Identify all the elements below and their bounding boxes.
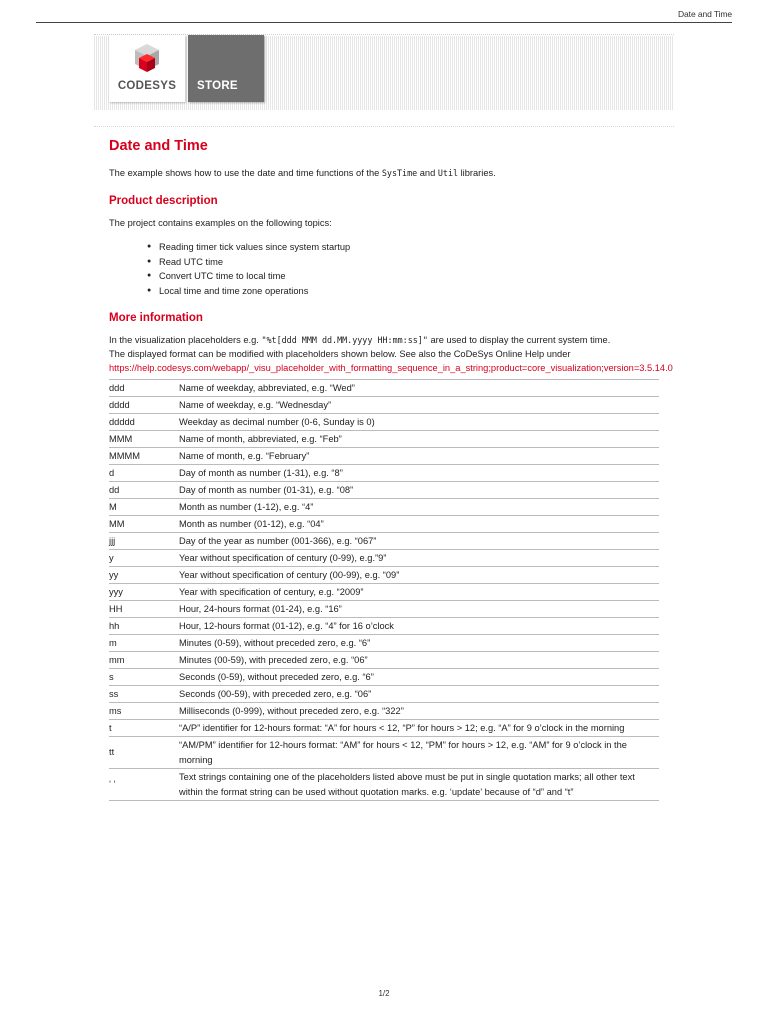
placeholder-description-cell: Year with specification of century, e.g. “2009” <box>179 584 659 601</box>
bullet-icon: ● <box>147 243 152 250</box>
table-row <box>109 516 659 533</box>
codesys-logo[interactable] <box>109 35 185 102</box>
project-paragraph: The project contains examples on the following topics: <box>109 218 332 228</box>
library-name-systime: SysTime <box>381 168 418 178</box>
table-row <box>109 567 659 584</box>
table-row <box>109 584 659 601</box>
placeholder-description-cell: Seconds (00-59), with preceded zero, e.g. “06” <box>179 686 659 703</box>
placeholder-code-cell: ddddd <box>109 414 179 431</box>
store-label: STORE <box>197 80 238 92</box>
placeholder-code-cell: HH <box>109 601 179 618</box>
placeholder-code-cell: d <box>109 465 179 482</box>
logo-text: CODESYS <box>117 80 177 92</box>
placeholder-code-cell: MMM <box>109 431 179 448</box>
placeholder-description-cell: Milliseconds (0-999), without preceded zero, e.g. “322” <box>179 703 659 720</box>
table-row <box>109 720 659 737</box>
table-row <box>109 482 659 499</box>
topic-list-item <box>147 269 749 284</box>
placeholder-code-cell: ms <box>109 703 179 720</box>
placeholder-description-cell: Name of weekday, abbreviated, e.g. “Wed” <box>179 380 659 397</box>
table-row <box>109 414 659 431</box>
placeholder-description-cell: “AM/PM” identifier for 12-hours format: “AM” for hours < 12, “PM” for hours > 12, e.g. “AM” for 9 o’clock in the morning <box>179 737 659 769</box>
placeholder-description-cell: Minutes (00-59), with preceded zero, e.g. “06” <box>179 652 659 669</box>
placeholder-code-cell: jjj <box>109 533 179 550</box>
table-row <box>109 652 659 669</box>
placeholder-code-cell: mm <box>109 652 179 669</box>
placeholder-description-cell: Name of month, e.g. “February” <box>179 448 659 465</box>
bullet-icon: ● <box>147 286 152 294</box>
topic-text: Reading timer tick values since system startup <box>159 242 351 252</box>
document-content <box>109 138 749 801</box>
store-button[interactable] <box>188 35 264 102</box>
table-row <box>109 769 659 801</box>
placeholder-code-cell: t <box>109 720 179 737</box>
placeholder-description-cell: Weekday as decimal number (0-6, Sunday is 0) <box>179 414 659 431</box>
placeholder-description-cell: Day of month as number (01-31), e.g. “08” <box>179 482 659 499</box>
page-title: Date and Time <box>109 138 208 154</box>
placeholder-code-cell: dddd <box>109 397 179 414</box>
table-row <box>109 533 659 550</box>
table-row <box>109 618 659 635</box>
placeholder-code-cell: MM <box>109 516 179 533</box>
content-divider <box>94 126 674 127</box>
library-name-util: Util <box>437 168 459 178</box>
topic-list-item <box>147 240 749 255</box>
table-row <box>109 601 659 618</box>
placeholder-code-cell: dd <box>109 482 179 499</box>
bullet-icon: ● <box>147 272 152 279</box>
intro-text-before: The example shows how to use the date and time functions of the <box>109 168 382 178</box>
placeholder-code-cell: y <box>109 550 179 567</box>
placeholder-description-cell: “A/P” identifier for 12-hours format: “A” for hours < 12, “P” for hours > 12; e.g. “A” for 9 o’clock in the morning <box>179 720 659 737</box>
bullet-icon: ● <box>147 257 152 265</box>
placeholder-description-cell: Hour, 24-hours format (01-24), e.g. “16” <box>179 601 659 618</box>
topics-list <box>109 240 749 298</box>
header-divider <box>36 22 732 23</box>
more-text-after: are used to display the current system time. <box>427 335 611 345</box>
topic-text: Read UTC time <box>159 256 224 267</box>
product-description-heading: Product description <box>109 195 218 207</box>
placeholder-code-cell: ddd <box>109 380 179 397</box>
placeholder-description-cell: Minutes (0-59), without preceded zero, e.g. “6” <box>179 635 659 652</box>
placeholder-description-cell: Month as number (1-12), e.g. “4” <box>179 499 659 516</box>
placeholder-description-cell: Day of month as number (1-31), e.g. “8” <box>179 465 659 482</box>
table-row <box>109 380 659 397</box>
help-link[interactable]: https://help.codesys.com/webapp/_visu_placeholder_with_formatting_sequence_in_a_string;product=core_visualization;version=3.5.14.0 <box>109 363 673 373</box>
codesys-cube-icon <box>132 42 162 76</box>
intro-text-after: libraries. <box>458 168 496 178</box>
placeholder-code-cell: s <box>109 669 179 686</box>
placeholder-description-cell: Seconds (0-59), without preceded zero, e.g. “6” <box>179 669 659 686</box>
placeholder-code-cell: M <box>109 499 179 516</box>
topic-list-item <box>147 284 749 299</box>
table-row <box>109 635 659 652</box>
placeholder-code-cell: ‘ ‘ <box>109 769 179 801</box>
placeholder-description-cell: Month as number (01-12), e.g. “04” <box>179 516 659 533</box>
placeholder-code-cell: tt <box>109 737 179 769</box>
more-text-line2: The displayed format can be modified with placeholders shown below. See also the CoDeSys Online Help under <box>109 349 571 359</box>
table-row <box>109 669 659 686</box>
intro-paragraph <box>109 166 749 180</box>
page-header-title: Date and Time <box>678 9 732 19</box>
placeholder-description-cell: Day of the year as number (001-366), e.g. “067” <box>179 533 659 550</box>
table-row <box>109 737 659 769</box>
table-row <box>109 465 659 482</box>
placeholder-code-cell: hh <box>109 618 179 635</box>
more-information-paragraph <box>109 333 749 375</box>
table-row <box>109 686 659 703</box>
topic-text: Local time and time zone operations <box>159 285 309 296</box>
table-row <box>109 397 659 414</box>
topic-list-item <box>147 255 749 270</box>
placeholder-description-cell: Year without specification of century (0-99), e.g.”9” <box>179 550 659 567</box>
intro-text-middle: and <box>417 168 438 178</box>
placeholder-description-cell: Text strings containing one of the placeholders listed above must be put in single quotation marks; all other text within the format string can be used without quotation marks. e.g. ‘update’ because of “d” and “t” <box>179 769 659 801</box>
placeholder-code-cell: yy <box>109 567 179 584</box>
table-row <box>109 703 659 720</box>
placeholder-description-cell: Name of weekday, e.g. “Wednesday” <box>179 397 659 414</box>
placeholder-code-cell: MMMM <box>109 448 179 465</box>
more-text-before: In the visualization placeholders e.g. <box>109 335 262 345</box>
page-number: 1/2 <box>378 989 390 998</box>
more-information-heading: More information <box>109 312 203 324</box>
table-row <box>109 550 659 567</box>
placeholder-description-cell: Year without specification of century (00-99), e.g. “09” <box>179 567 659 584</box>
topic-text: Convert UTC time to local time <box>159 271 286 281</box>
placeholder-code-cell: ss <box>109 686 179 703</box>
table-row <box>109 448 659 465</box>
format-placeholder-table <box>109 379 659 801</box>
placeholder-example-code: "%t[ddd MMM dd.MM.yyyy HH:mm:ss]" <box>261 335 428 345</box>
placeholder-code-cell: yyy <box>109 584 179 601</box>
placeholder-code-cell: m <box>109 635 179 652</box>
table-row <box>109 431 659 448</box>
placeholder-description-cell: Name of month, abbreviated, e.g. “Feb” <box>179 431 659 448</box>
table-row <box>109 499 659 516</box>
placeholder-description-cell: Hour, 12-hours format (01-12), e.g. “4” for 16 o’clock <box>179 618 659 635</box>
